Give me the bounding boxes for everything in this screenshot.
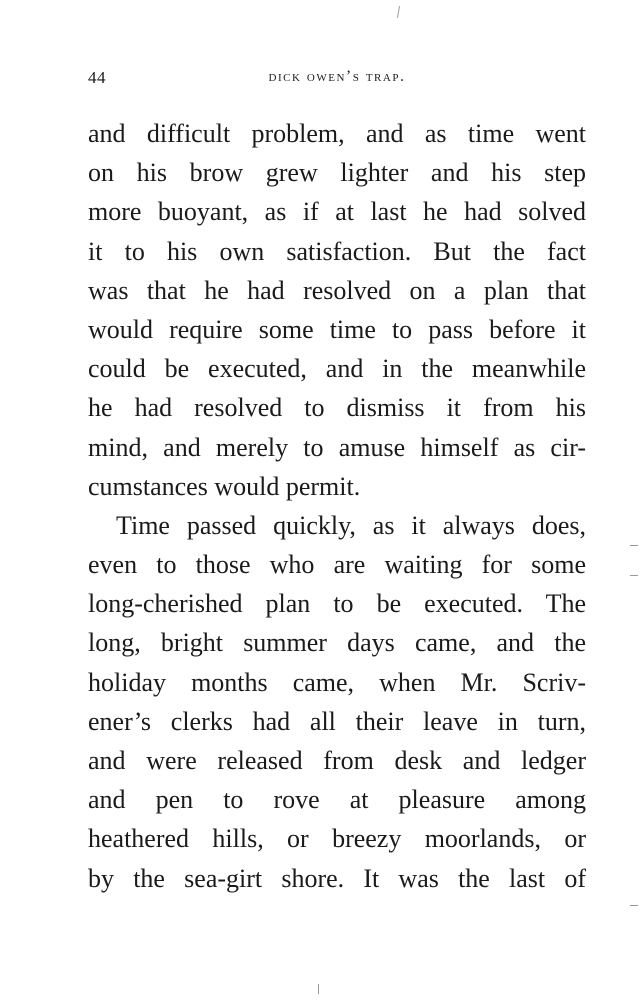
paragraph	[88, 506, 586, 898]
text-line: ener’s clerks had all their leave in turn,	[88, 706, 586, 736]
text-line: it to his own satisfaction. But the fact	[88, 236, 586, 266]
scan-mark	[630, 575, 638, 576]
text-line: and pen to rove at pleasure among	[88, 785, 586, 815]
text-line: and were released from desk and ledger	[88, 746, 586, 775]
text-line: Time passed quickly, as it always does,	[116, 510, 586, 540]
text-line: more buoyant, as if at last he had solved	[88, 197, 586, 227]
text-line: long, bright summer days came, and the	[88, 628, 586, 658]
paragraph	[88, 114, 586, 506]
body-text	[88, 114, 586, 898]
text-line: and difficult problem, and as time went	[88, 119, 586, 148]
text-line: could be executed, and in the meanwhile	[88, 354, 586, 384]
text-line: even to those who are waiting for some	[88, 550, 586, 580]
text-line: on his brow grew lighter and his step	[88, 158, 586, 188]
text-line: mind, and merely to amuse himself as cir-	[88, 432, 586, 462]
text-line: cumstances would permit.	[88, 471, 361, 501]
scan-mark	[630, 545, 638, 546]
scan-mark	[397, 6, 400, 18]
text-line: would require some time to pass before it	[88, 314, 586, 344]
running-title: dick owen’s trap.	[268, 68, 406, 85]
page-number: 44	[88, 68, 106, 87]
text-line: he had resolved to dismiss it from his	[88, 393, 586, 423]
running-head	[88, 68, 586, 92]
text-line: by the sea-girt shore. It was the last of	[88, 863, 586, 893]
text-line: long-cherished plan to be executed. The	[88, 589, 586, 619]
scan-mark	[630, 905, 638, 906]
scan-mark	[318, 984, 319, 994]
text-line: was that he had resolved on a plan that	[88, 275, 586, 305]
text-line: holiday months came, when Mr. Scriv-	[88, 667, 586, 697]
text-line: heathered hills, or breezy moorlands, or	[88, 824, 586, 854]
